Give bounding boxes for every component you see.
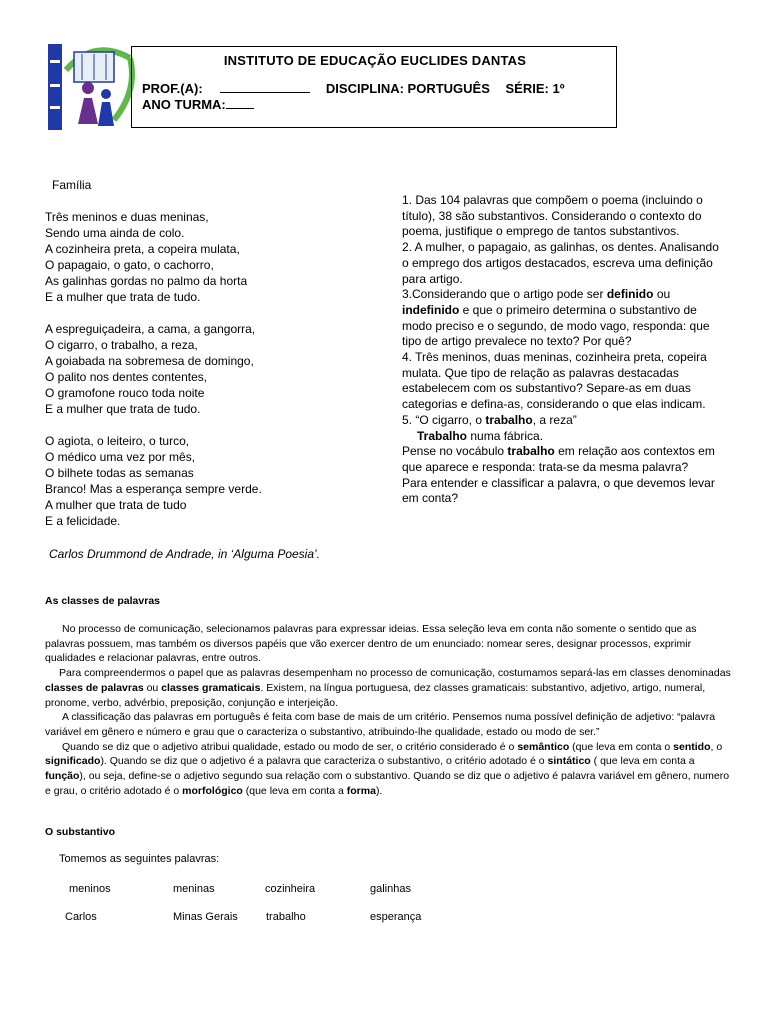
poem-line: O bilhete todas as semanas bbox=[45, 466, 194, 480]
prof-label: PROF.(A): bbox=[142, 81, 203, 96]
p4-forma: forma bbox=[346, 784, 376, 797]
p4-k: ), ou seja, define-se o adjetivo segundo sua relação com o substantivo. Quando se diz que o adjetivo é palavra variável em gênero, numero e grau, o critério adotado é o bbox=[45, 770, 730, 797]
p4-e: , o bbox=[710, 740, 723, 753]
poem-line: As galinhas gordas no palmo da horta bbox=[45, 274, 248, 288]
q5-trabalho-1: trabalho bbox=[485, 412, 533, 427]
p4-c: (que leva em conta o bbox=[569, 740, 674, 753]
word-row1-4: galinhas bbox=[370, 883, 411, 895]
poem-line: O gramofone rouco toda noite bbox=[45, 386, 205, 400]
q3-indefinido: indefinido bbox=[402, 302, 460, 317]
q5-quote-end: , a reza” bbox=[532, 412, 577, 427]
poem-line: Branco! Mas a esperança sempre verde. bbox=[45, 482, 262, 496]
questions-column bbox=[402, 193, 724, 507]
p4-semantico: semântico bbox=[517, 740, 570, 753]
header-line-prof bbox=[142, 81, 564, 96]
q5-think: Pense no vocábulo bbox=[402, 444, 508, 459]
poem-line: Sendo uma ainda de colo. bbox=[45, 226, 185, 240]
year-blank bbox=[226, 97, 254, 109]
poem-line: O médico uma vez por mês, bbox=[45, 450, 196, 464]
q3-or: ou bbox=[653, 287, 671, 302]
poem-line: Três meninos e duas meninas, bbox=[45, 210, 209, 224]
noun-intro: Tomemos as seguintes palavras: bbox=[59, 853, 220, 865]
p2-classes-palavras: classes de palavras bbox=[45, 681, 144, 694]
question-2: 2. A mulher, o papagaio, as galinhas, os dentes. Analisando o emprego dos artigos destacados, escreva uma definição para artigo. bbox=[402, 240, 719, 286]
section-heading-classes: As classes de palavras bbox=[45, 595, 160, 607]
poem-title: Família bbox=[52, 178, 92, 192]
p4-sintatico: sintático bbox=[547, 755, 591, 768]
poem-line: O cigarro, o trabalho, a reza, bbox=[45, 338, 198, 352]
p2-or: ou bbox=[143, 681, 162, 694]
p4-sentido: sentido bbox=[673, 740, 711, 753]
poem-stanza-1 bbox=[45, 209, 247, 305]
question-5-line-3 bbox=[402, 444, 724, 475]
word-row1-1: meninos bbox=[69, 883, 111, 895]
classes-paragraph-1: No processo de comunicação, selecionamos palavras para expressar ideias. Essa seleção leva em conta não somente o sentido que as palavras possuem, mas também os diversos papéis que vão exercer dentro de um enunciado: nomear seres, designar processos, exprimir qualidades e relacionar palavras, entre outros. bbox=[45, 623, 697, 665]
word-row2-3: trabalho bbox=[266, 911, 306, 923]
q5-trabalho-2: Trabalho bbox=[417, 428, 468, 443]
p4-morfologico: morfológico bbox=[182, 784, 243, 797]
poem-author: Carlos Drummond de Andrade, in ‘Alguma Poesia’. bbox=[49, 547, 321, 561]
institute-name: INSTITUTO DE EDUCAÇÃO EUCLIDES DANTAS bbox=[223, 53, 527, 68]
p4-a: Quando se diz que o adjetivo atribui qualidade, estado ou modo de ser, o critério considerado é o bbox=[62, 740, 518, 753]
school-logo bbox=[44, 40, 136, 132]
question-5-line-4: Para entender e classificar a palavra, o que devemos levar em conta? bbox=[402, 475, 715, 506]
word-row2-1: Carlos bbox=[65, 911, 97, 923]
discipline-label: DISCIPLINA: PORTUGUÊS bbox=[325, 81, 490, 96]
word-row2-4: esperança bbox=[370, 911, 422, 923]
poem-line: E a mulher que trata de tudo. bbox=[45, 402, 201, 416]
poem-stanza-3 bbox=[45, 433, 262, 529]
question-5 bbox=[402, 413, 724, 429]
p4-o: ). bbox=[375, 784, 383, 797]
classes-paragraph-2 bbox=[45, 666, 731, 710]
poem-stanza-2 bbox=[45, 321, 255, 417]
q5-quote-start: 5. “O cigarro, o bbox=[402, 412, 486, 427]
p2-rest: . Existem, na língua portuguesa, dez classes gramaticais: substantivo, adjetivo, artigo, numeral, pronome, verbo, advérbio, preposição, conjunção e interjeição. bbox=[45, 681, 706, 709]
poem-line: E a mulher que trata de tudo. bbox=[45, 290, 201, 304]
q3-definido: definido bbox=[606, 287, 654, 302]
poem-line: A mulher que trata de tudo bbox=[45, 498, 187, 512]
poem-line: O agiota, o leiteiro, o turco, bbox=[45, 434, 190, 448]
series-label: SÉRIE: 1º bbox=[505, 81, 565, 96]
p2-text: Para compreendermos o papel que as palavras desempenham no processo de comunicação, costumamos separá-las em classes denominadas bbox=[59, 667, 731, 680]
p4-g: ). Quando se diz que o adjetivo é a palavra que caracteriza o substantivo, o critério adotado é o bbox=[100, 755, 548, 768]
header-box bbox=[131, 46, 617, 128]
question-5-line-2 bbox=[402, 429, 724, 445]
poem-line: A cozinheira preta, a copeira mulata, bbox=[45, 242, 240, 256]
classes-paragraph-4 bbox=[45, 740, 731, 799]
header-line-year bbox=[142, 97, 254, 112]
question-1: 1. Das 104 palavras que compõem o poema (incluindo o título), 38 são substantivos. Considerando o contexto do poema, justifique o emprego de tantos substantivos. bbox=[402, 193, 703, 239]
p4-i: ( que leva em conta a bbox=[590, 755, 695, 768]
q3-rest: e que o primeiro determina o substantivo de modo preciso e o segundo, de modo vago, responda: que tipo de artigo prevalece no texto? Por quê? bbox=[402, 302, 710, 349]
p2-classes-gramaticais: classes gramaticais bbox=[161, 681, 261, 694]
word-row2-2: Minas Gerais bbox=[173, 911, 238, 923]
q5-factory: numa fábrica. bbox=[467, 428, 544, 443]
q5-trabalho-3: trabalho bbox=[507, 444, 555, 459]
classes-paragraph-3: A classificação das palavras em português é feita com base de mais de um critério. Pensemos numa possível definição de adjetivo: “palavra variável em gênero e número e grau que o caracteriza o substantivo, atribuindo-lhe qualidade, estado ou modo de ser.” bbox=[45, 711, 716, 738]
classes-text bbox=[45, 622, 731, 798]
poem-line: O papagaio, o gato, o cachorro, bbox=[45, 258, 214, 272]
p4-significado: significado bbox=[45, 755, 101, 768]
q5-contexts: em relação aos contextos em que aparece e responda: trata-se da mesma palavra? bbox=[402, 444, 715, 474]
poem-line: O palito nos dentes contentes, bbox=[45, 370, 208, 384]
section-heading-noun: O substantivo bbox=[45, 826, 116, 838]
word-row1-3: cozinheira bbox=[265, 883, 316, 895]
p4-m: (que leva em conta a bbox=[242, 784, 347, 797]
poem-line: E a felicidade. bbox=[45, 514, 121, 528]
question-4: 4. Três meninos, duas meninas, cozinheira preta, copeira mulata. Que tipo de relação as palavras destacadas estabelecem com os substantivo? Separe-as em duas categorias e defina-as, considerando o que elas indicam. bbox=[402, 350, 707, 412]
word-row1-2: meninas bbox=[173, 883, 215, 895]
q3-text: 3.Considerando que o artigo pode ser bbox=[402, 287, 607, 302]
poem-line: A espreguiçadeira, a cama, a gangorra, bbox=[45, 322, 256, 336]
year-label: ANO TURMA: bbox=[142, 97, 226, 112]
question-3 bbox=[402, 287, 724, 350]
prof-blank bbox=[220, 81, 310, 93]
p4-funcao: função bbox=[45, 770, 80, 783]
poem-line: A goiabada na sobremesa de domingo, bbox=[45, 354, 254, 368]
